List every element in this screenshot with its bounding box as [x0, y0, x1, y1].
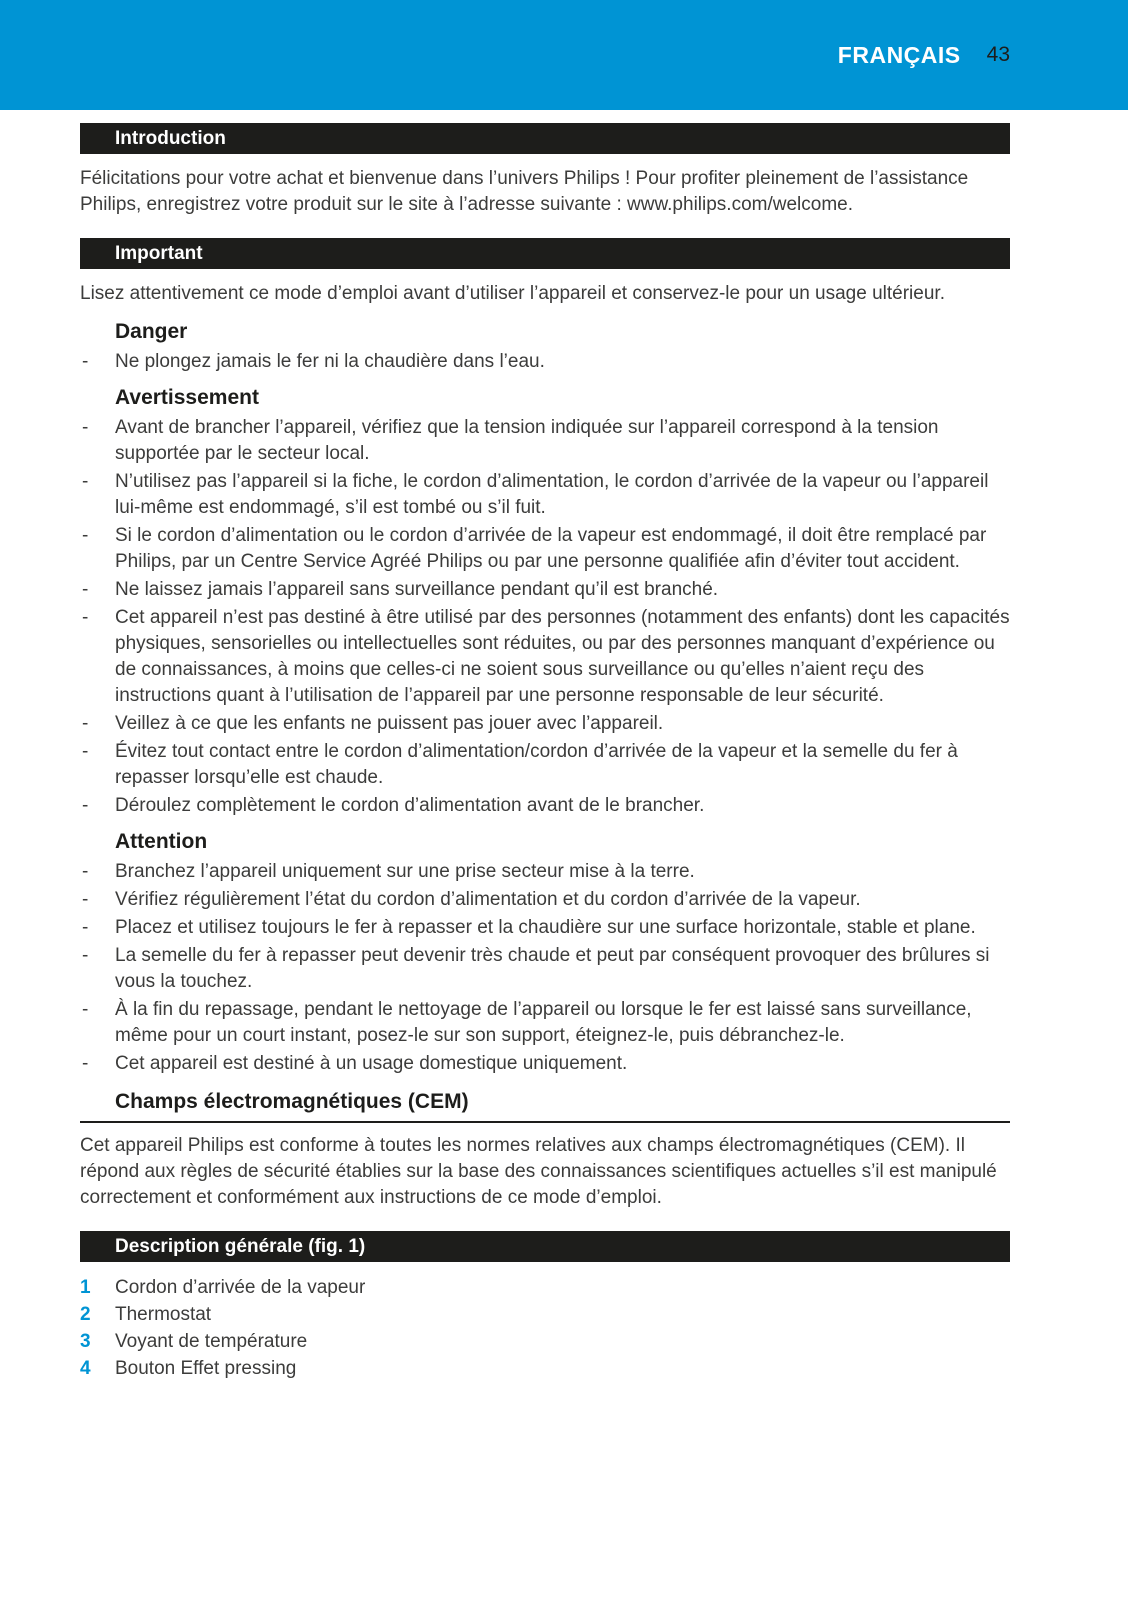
numbered-item: [80, 1328, 1010, 1355]
item-label: Bouton Effet pressing: [115, 1358, 297, 1379]
subheading-avertissement: Avertissement: [115, 386, 259, 409]
item-label: Thermostat: [115, 1304, 212, 1325]
list-item: - Veillez à ce que les enfants ne puissent pas jouer avec l’appareil.: [80, 711, 1010, 737]
list-item: - Si le cordon d’alimentation ou le cordon d’arrivée de la vapeur est endommagé, il doit être remplacé par Philips, par un Centre Service Agréé Philips ou par une personne qualifiée afin d’éviter tout accident.: [80, 523, 1010, 575]
list-item: - La semelle du fer à repasser peut devenir très chaude et peut par conséquent provoquer des brûlures si vous la touchez.: [80, 943, 1010, 995]
list-item: - Cet appareil est destiné à un usage domestique uniquement.: [80, 1051, 1010, 1077]
list-item: - Avant de brancher l’appareil, vérifiez que la tension indiquée sur l’appareil correspond à la tension supportée par le secteur local.: [80, 415, 1010, 467]
page-header: [0, 0, 1128, 110]
list-item: - Branchez l’appareil uniquement sur une prise secteur mise à la terre.: [80, 859, 1010, 885]
section-bar-description: [80, 1231, 1010, 1262]
subheading-danger: Danger: [115, 320, 188, 343]
numbered-item: [80, 1301, 1010, 1328]
section-title-introduction: Introduction: [115, 127, 226, 149]
numbered-item: [80, 1274, 1010, 1301]
attention-list: [80, 859, 1010, 1077]
list-item: - Évitez tout contact entre le cordon d’alimentation/cordon d’arrivée de la vapeur et la semelle du fer à repasser lorsqu’elle est chaude.: [80, 739, 1010, 791]
list-item: - Vérifiez régulièrement l’état du cordon d’alimentation et du cordon d’arrivée de la vapeur.: [80, 887, 1010, 913]
section-bar-important: [80, 238, 1010, 269]
avertissement-list: [80, 415, 1010, 819]
subheading-cem: Champs électromagnétiques (CEM): [115, 1090, 469, 1113]
item-label: Voyant de température: [115, 1331, 308, 1352]
list-item: - Cet appareil n’est pas destiné à être utilisé par des personnes (notamment des enfants) dont les capacités physiques, sensorielles ou intellectuelles sont réduites, ou par des personnes manquant d’expérience ou de connaissances, à moins que celles-ci ne soient sous surveillance ou qu’elles n’aient reçu des instructions quant à l’utilisation de l’appareil par une personne responsable de leur sécurité.: [80, 605, 1010, 709]
language-label: FRANÇAIS: [837, 41, 961, 68]
list-item: - N’utilisez pas l’appareil si la fiche, le cordon d’alimentation, le cordon d’arrivée de la vapeur ou l’appareil lui-même est endommagé, s’il est tombé ou s’il fuit.: [80, 469, 1010, 521]
section-bar-introduction: [80, 123, 1010, 154]
description-list: [80, 1274, 1010, 1382]
list-item: - Ne laissez jamais l’appareil sans surveillance pendant qu’il est branché.: [80, 577, 1010, 603]
item-label: Cordon d’arrivée de la vapeur: [115, 1277, 366, 1298]
page-content: [0, 110, 1128, 1382]
cem-paragraph: Cet appareil Philips est conforme à toutes les normes relatives aux champs électromagnétiques (CEM). Il répond aux règles de sécurité établies sur la base des connaissances scientifiques actuelles s’il est manipulé correctement et conformément aux instructions de ce mode d’emploi.: [80, 1135, 997, 1208]
list-item: - À la fin du repassage, pendant le nettoyage de l’appareil ou lorsque le fer est laissé sans surveillance, même pour un court instant, posez-le sur son support, éteignez-le, puis débranchez-le.: [80, 997, 1010, 1049]
important-paragraph: Lisez attentivement ce mode d’emploi avant d’utiliser l’appareil et conservez-le pour un usage ultérieur.: [80, 283, 945, 304]
introduction-paragraph: Félicitations pour votre achat et bienvenue dans l’univers Philips ! Pour profiter pleinement de l’assistance Philips, enregistrez votre produit sur le site à l’adresse suivante : www.philips.com/welcome.: [80, 168, 969, 215]
list-item: - Ne plongez jamais le fer ni la chaudière dans l’eau.: [80, 349, 1010, 375]
section-title-important: Important: [115, 242, 203, 264]
list-item: - Placez et utilisez toujours le fer à repasser et la chaudière sur une surface horizontale, stable et plane.: [80, 915, 1010, 941]
subheading-attention: Attention: [115, 830, 208, 853]
list-item: - Déroulez complètement le cordon d’alimentation avant de le brancher.: [80, 793, 1010, 819]
cem-heading-rule: [80, 1090, 1010, 1123]
item-number: 3: [80, 1331, 91, 1352]
item-number: 4: [80, 1358, 91, 1379]
danger-list: [80, 349, 1010, 375]
section-title-description: Description générale (fig. 1): [115, 1235, 366, 1257]
page-number: 43: [986, 43, 1010, 66]
item-number: 1: [80, 1277, 91, 1298]
item-number: 2: [80, 1304, 91, 1325]
numbered-item: [80, 1355, 1010, 1382]
